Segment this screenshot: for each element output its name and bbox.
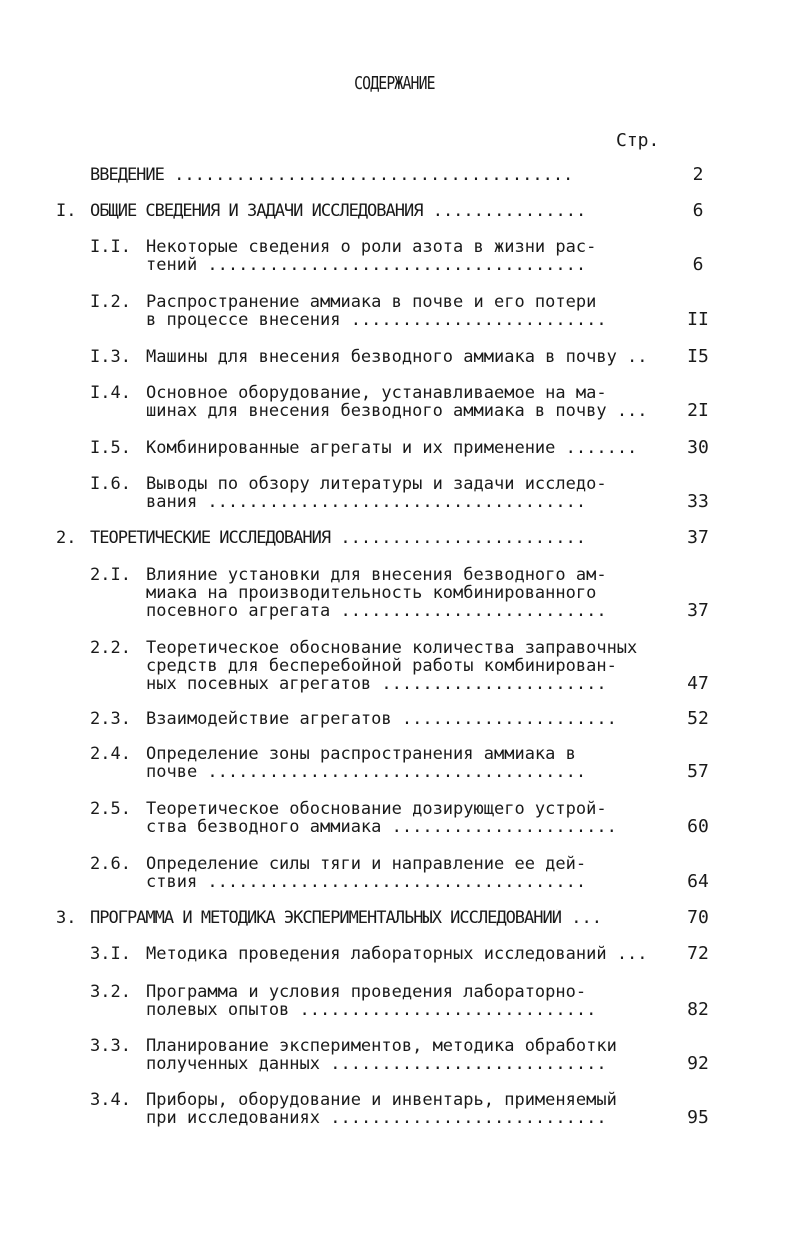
toc-entry-number: 3. xyxy=(56,908,77,928)
toc-entry-number: 3.3. xyxy=(90,1036,131,1056)
leader-dots: ... xyxy=(606,945,648,963)
toc-entry-text-line: Теоретическое обоснование дозирующего устрой- xyxy=(146,800,607,818)
toc-entry-number: 2.3. xyxy=(90,709,131,729)
toc-entry-text-line: ПРОГРАММА И МЕТОДИКА ЭКСПЕРИМЕНТАЛЬНЫХ ИССЛЕДОВАНИЙ xyxy=(90,909,561,927)
toc-entry-title xyxy=(146,384,662,420)
toc-entry-number: 3.4. xyxy=(90,1090,131,1110)
toc-entry-title xyxy=(146,293,662,329)
toc-entry-page: 37 xyxy=(687,527,709,548)
toc-entry-page: 52 xyxy=(687,708,709,729)
toc-entry-text-line: Программа и условия проведения лабораторно- xyxy=(146,983,587,1001)
leader-dots: ....................................... xyxy=(163,166,574,184)
leader-dots: ........................... xyxy=(320,1109,607,1127)
toc-entry-text-line: ТЕОРЕТИЧЕСКИЕ ИССЛЕДОВАНИЯ xyxy=(90,529,331,547)
toc-entry-page: 92 xyxy=(687,1053,709,1074)
toc-entry-title xyxy=(146,639,662,693)
toc-entry-title xyxy=(146,983,662,1019)
toc-entry-title xyxy=(146,439,662,457)
toc-entry-text-line: Некоторые сведения о роли азота в жизни рас- xyxy=(146,238,597,256)
toc-entry-text-line: ствия xyxy=(146,873,198,891)
toc-entry-page: 57 xyxy=(687,761,709,782)
leader-dots: ..................................... xyxy=(197,873,587,891)
toc-entry-title xyxy=(146,1037,662,1073)
leader-dots: ..................................... xyxy=(197,763,587,781)
toc-entry-title xyxy=(146,566,662,620)
toc-entry-text-line: тений xyxy=(146,256,198,274)
toc-entry-text-line: шинах для внесения безводного аммиака в почву xyxy=(146,402,607,420)
toc-entry-text-line: при исследованиях xyxy=(146,1109,320,1127)
toc-entry-title xyxy=(90,909,662,927)
toc-entry-number: 2.5. xyxy=(90,799,131,819)
toc-entry-text-line: посевного агрегата xyxy=(146,602,331,620)
toc-entry-page: 2 xyxy=(692,164,704,185)
toc-entry-text-line: Влияние установки для внесения безводного ам- xyxy=(146,566,607,584)
toc-entry-text-line: почве xyxy=(146,763,198,781)
toc-entry-text-line: Комбинированные агрегаты и их применение xyxy=(146,439,556,457)
leader-dots: ..................... xyxy=(391,710,617,728)
toc-entry-page: I5 xyxy=(687,346,709,367)
toc-entry-number: 2.6. xyxy=(90,854,131,874)
leader-dots: ........................... xyxy=(320,1055,607,1073)
toc-entry-text-line: Определение зоны распространения аммиака в xyxy=(146,745,576,763)
leader-dots: .......................... xyxy=(330,602,607,620)
toc-entry-text-line: ВВЕДЕНИЕ xyxy=(90,166,164,184)
leader-dots: ............................. xyxy=(289,1001,597,1019)
toc-entry-page: 95 xyxy=(687,1107,709,1128)
toc-entry-page: 64 xyxy=(687,871,709,892)
toc-entry-number: I.5. xyxy=(90,438,131,458)
toc-entry-title xyxy=(146,475,662,511)
toc-entry-text-line: Основное оборудование, устанавливаемое на ма- xyxy=(146,384,607,402)
toc-entry-number: 3.I. xyxy=(90,944,131,964)
leader-dots: ...................... xyxy=(371,675,607,693)
toc-entry-title xyxy=(146,1091,662,1127)
toc-entry-page: 82 xyxy=(687,999,709,1020)
toc-entry-number: 2.2. xyxy=(90,638,131,658)
leader-dots: ... xyxy=(606,402,648,420)
toc-entry-text-line: вания xyxy=(146,493,198,511)
leader-dots: ............... xyxy=(422,202,587,220)
toc-entry-number: I.4. xyxy=(90,383,131,403)
toc-entry-title xyxy=(146,745,662,781)
toc-entry-title xyxy=(90,202,662,220)
toc-entry-number: I.3. xyxy=(90,347,131,367)
toc-entry-text-line: средств для бесперебойной работы комбинирован- xyxy=(146,657,617,675)
toc-entry-text-line: Теоретическое обоснование количества заправочных xyxy=(146,639,638,657)
toc-entry-text-line: Машины для внесения безводного аммиака в почву xyxy=(146,348,617,366)
toc-entry-text-line: Определение силы тяги и направление ее дей- xyxy=(146,855,587,873)
toc-entry-title xyxy=(146,348,662,366)
leader-dots: ..................................... xyxy=(197,256,587,274)
toc-entry-page: 37 xyxy=(687,600,709,621)
toc-entry-text-line: Методика проведения лабораторных исследований xyxy=(146,945,607,963)
toc-entry-page: 47 xyxy=(687,673,709,694)
leader-dots: ....... xyxy=(555,439,638,457)
toc-entry-page: II xyxy=(687,309,709,330)
toc-entry-text-line: ства безводного аммиака xyxy=(146,818,382,836)
toc-entry-text-line: в процессе внесения xyxy=(146,311,341,329)
toc-entry-number: 2. xyxy=(56,528,77,548)
toc-entry-text-line: миака на производительность комбинированного xyxy=(146,584,597,602)
toc-entry-page: 6 xyxy=(692,254,704,275)
toc-entry-text-line: Приборы, оборудование и инвентарь, применяемый xyxy=(146,1091,617,1109)
toc-entry-title xyxy=(146,945,662,963)
toc-entry-title xyxy=(90,166,662,184)
leader-dots: ..................................... xyxy=(197,493,587,511)
leader-dots: ......................... xyxy=(340,311,607,329)
toc-entry-text-line: Планирование экспериментов, методика обработки xyxy=(146,1037,617,1055)
toc-entry-title xyxy=(146,238,662,274)
toc-entry-text-line: полевых опытов xyxy=(146,1001,290,1019)
toc-entry-number: I.6. xyxy=(90,474,131,494)
toc-entry-number: I.2. xyxy=(90,292,131,312)
toc-entry-text-line: ОБЩИЕ СВЕДЕНИЯ И ЗАДАЧИ ИССЛЕДОВАНИЯ xyxy=(90,202,423,220)
toc-entry-title xyxy=(146,800,662,836)
leader-dots: .. xyxy=(616,348,648,366)
toc-entry-page: 30 xyxy=(687,437,709,458)
toc-entry-number: 3.2. xyxy=(90,982,131,1002)
toc-entry-number: I. xyxy=(56,201,77,221)
leader-dots: ...................... xyxy=(381,818,617,836)
toc-entry-text-line: Распространение аммиака в почве и его потери xyxy=(146,293,597,311)
page-column-label: Стр. xyxy=(616,130,660,151)
page-title: СОДЕРЖАНИЕ xyxy=(354,73,435,94)
toc-entry-number: I.I. xyxy=(90,237,131,257)
toc-entry-title xyxy=(90,529,662,547)
toc-entry-text-line: ных посевных агрегатов xyxy=(146,675,372,693)
toc-entry-text-line: Выводы по обзору литературы и задачи исследо- xyxy=(146,475,607,493)
toc-entry-page: 70 xyxy=(687,907,709,928)
leader-dots: ........................ xyxy=(330,529,586,547)
toc-entry-page: 33 xyxy=(687,491,709,512)
toc-entry-page: 72 xyxy=(687,943,709,964)
toc-entry-number: 2.I. xyxy=(90,565,131,585)
toc-entry-page: 60 xyxy=(687,816,709,837)
toc-entry-text-line: полученных данных xyxy=(146,1055,320,1073)
toc-entry-text-line: Взаимодействие агрегатов xyxy=(146,710,392,728)
toc-entry-title xyxy=(146,855,662,891)
toc-entry-page: 2I xyxy=(687,400,709,421)
toc-entry-number: 2.4. xyxy=(90,744,131,764)
leader-dots: ... xyxy=(560,909,602,927)
toc-entry-title xyxy=(146,710,662,728)
toc-entry-page: 6 xyxy=(692,200,704,221)
